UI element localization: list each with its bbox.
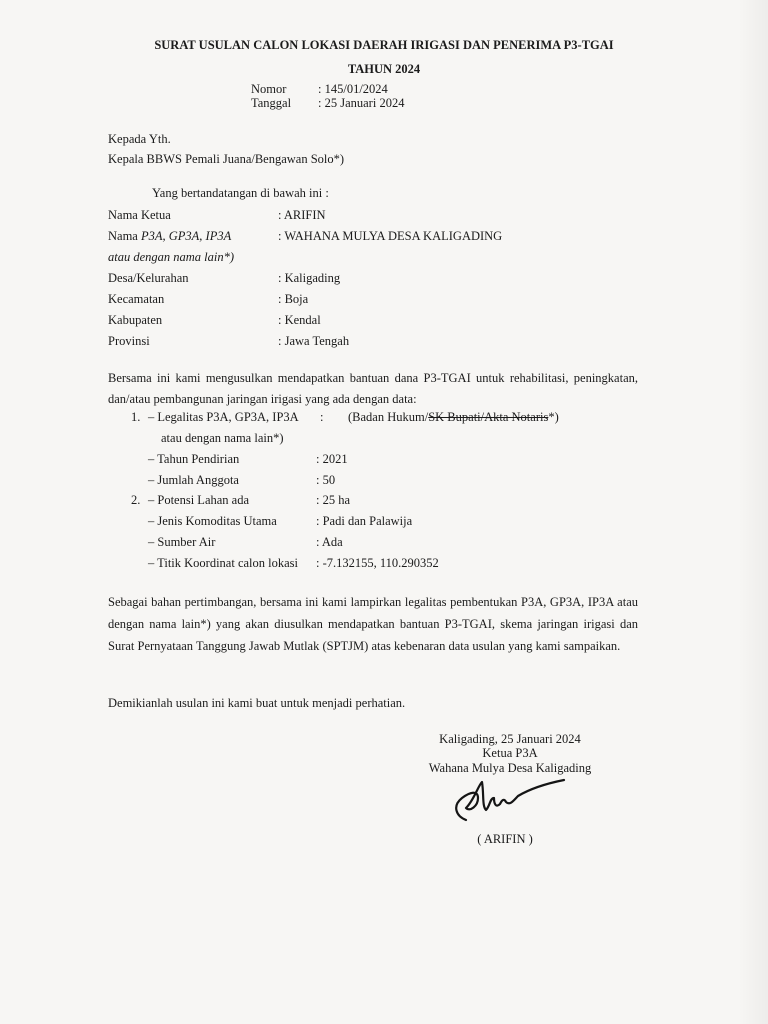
letter-title: SURAT USULAN CALON LOKASI DAERAH IRIGASI DAN PENERIMA P3-TGAI [154, 38, 614, 52]
nomor-label: Nomor [251, 82, 287, 96]
letter-year: TAHUN 2024 [347, 62, 421, 76]
potensi-value: : 25 ha [316, 493, 351, 507]
ketua-value: : ARIFIN [278, 208, 326, 222]
kabupaten-label: Kabupaten [108, 313, 163, 327]
legalitas-colon: : [320, 410, 324, 424]
provinsi-label: Provinsi [108, 334, 150, 348]
tanggal-label: Tanggal [251, 96, 292, 110]
legalitas-value [348, 410, 559, 425]
legalitas-line2: atau dengan nama lain*) [161, 431, 284, 445]
kabupaten-value: : Kendal [278, 313, 321, 327]
sumber-label: – Sumber Air [148, 535, 216, 549]
tahun-label: – Tahun Pendirian [148, 452, 240, 466]
signature-name: ( ARIFIN ) [477, 832, 533, 846]
kecamatan-label: Kecamatan [108, 292, 165, 306]
list-number-1: 1. [131, 410, 141, 424]
titik-label: – Titik Koordinat calon lokasi [148, 556, 298, 570]
nama-label [108, 229, 231, 244]
signature-org: Wahana Mulya Desa Kaligading [428, 761, 592, 775]
desa-label: Desa/Kelurahan [108, 271, 189, 285]
legalitas-value-prefix: (Badan Hukum/ [348, 410, 429, 424]
tanggal-value: : 25 Januari 2024 [318, 96, 405, 110]
ketua-label: Nama Ketua [108, 208, 171, 222]
signature-place-date: Kaligading, 25 Januari 2024 [439, 732, 581, 746]
body-paragraph-2: Sebagai bahan pertimbangan, bersama ini kami lampirkan legalitas pembentukan P3A, GP3A, IP3A atau dengan nama lain*) yang akan diusulkan mendapatkan bantuan P3-TGAI, skema jaringan irigasi dan Surat Pernyataan Tanggung Jawab Mutlak (SPTJM) atas kebenaran data usulan yang kami sampaikan. [108, 595, 638, 653]
nomor-value: : 145/01/2024 [318, 82, 388, 96]
tahun-value: : 2021 [316, 452, 348, 466]
paper-edge-shadow [738, 0, 768, 1024]
potensi-label: – Potensi Lahan ada [148, 493, 250, 507]
legalitas-value-suffix: *) [548, 410, 559, 424]
kecamatan-value: : Boja [278, 292, 309, 306]
intro-text: Yang bertandatangan di bawah ini : [152, 186, 329, 200]
recipient-line1: Kepada Yth. [108, 132, 171, 146]
legalitas-value-strike: SK Bupati/Akta Notaris [428, 410, 549, 424]
legalitas-label: – Legalitas P3A, GP3A, IP3A [148, 410, 299, 424]
jenis-value: : Padi dan Palawija [316, 514, 413, 528]
body-paragraph-1: Bersama ini kami mengusulkan mendapatkan bantuan dana P3-TGAI untuk rehabilitasi, peningkatan, dan/atau pembangunan jaringan irigasi yang ada dengan data: [108, 371, 638, 406]
handwritten-signature [448, 776, 568, 826]
closing-text: Demikianlah usulan ini kami buat untuk menjadi perhatian. [108, 696, 406, 710]
jenis-label: – Jenis Komoditas Utama [148, 514, 277, 528]
nama-label-italic: P3A, GP3A, IP3A [140, 229, 232, 243]
nama-label-line2: atau dengan nama lain*) [108, 250, 235, 264]
jumlah-label: – Jumlah Anggota [148, 473, 239, 487]
nama-label-prefix: Nama [108, 229, 141, 243]
list-number-2: 2. [131, 493, 141, 507]
recipient-line2: Kepala BBWS Pemali Juana/Bengawan Solo*) [108, 152, 345, 166]
provinsi-value: : Jawa Tengah [278, 334, 350, 348]
nama-value: : WAHANA MULYA DESA KALIGADING [278, 229, 503, 243]
desa-value: : Kaligading [278, 271, 341, 285]
sumber-value: : Ada [316, 535, 343, 549]
jumlah-value: : 50 [316, 473, 336, 487]
titik-value: : -7.132155, 110.290352 [316, 556, 439, 570]
signature-position: Ketua P3A [482, 746, 538, 760]
